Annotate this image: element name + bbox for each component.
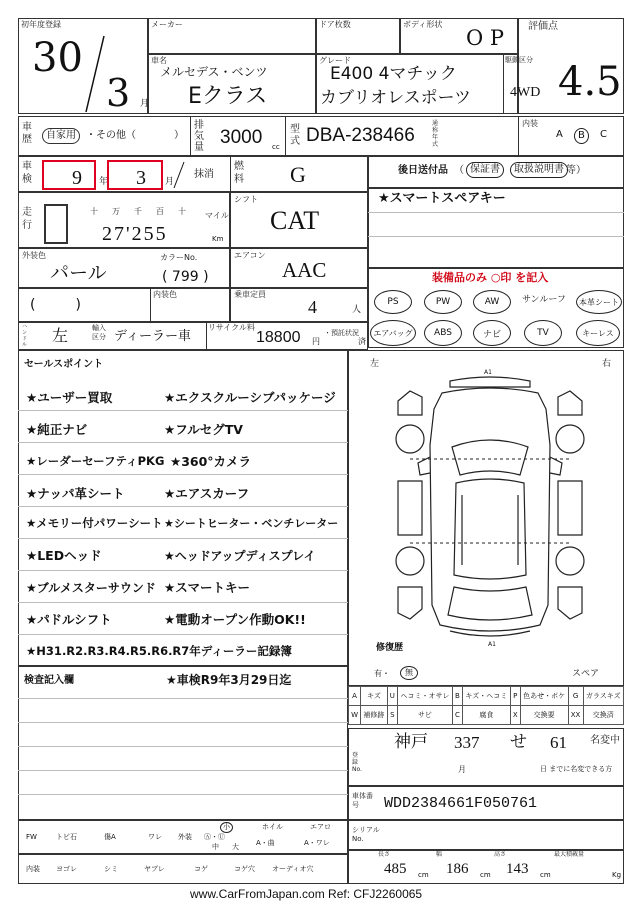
- history-close: ）: [174, 130, 184, 141]
- fuel-label: 燃料: [234, 161, 244, 185]
- legend-code: X: [510, 706, 520, 725]
- int-item: ヤブレ: [144, 865, 165, 873]
- legend-desc: 腐食: [462, 706, 510, 725]
- body-label: ボディ形状: [403, 20, 443, 29]
- recycle-label: リサイクル料: [208, 323, 255, 332]
- fw-item: トビ石: [56, 833, 77, 841]
- inspection-year: 9: [72, 167, 82, 189]
- sales-point: ★360°カメラ: [170, 454, 252, 469]
- int-item: ヨゴレ: [56, 865, 77, 873]
- sales-points-title: セールスポイント: [24, 359, 104, 370]
- remarks-line: [368, 236, 624, 237]
- legend-code: P: [510, 687, 520, 706]
- handle-label: ハンドル: [22, 324, 28, 348]
- mileage-col-4: 百: [156, 207, 164, 216]
- reg-deadline: 日 までに名変できる方: [540, 765, 613, 773]
- equip-pw: PW: [424, 290, 462, 314]
- mileage-col-6: マイル: [205, 211, 229, 220]
- ext-grades: Ⓐ・Ⓤ: [204, 833, 225, 841]
- remarks-line: [368, 212, 624, 213]
- chassis-number: WDD2384661F050761: [384, 795, 538, 812]
- equip-leather: 本革シート: [576, 290, 622, 314]
- fw-label: FW: [26, 833, 37, 841]
- doc-manual: 取扱説明書: [510, 162, 568, 178]
- mileage-col-3: 千: [134, 207, 142, 216]
- rule: [18, 506, 348, 507]
- legend-desc: 交換済: [583, 706, 624, 725]
- sales-point: ★パドルシフト: [26, 612, 112, 627]
- maker-label: メーカー: [151, 20, 183, 29]
- capacity-value: 4: [308, 297, 317, 317]
- legend-code: G: [568, 687, 583, 706]
- score-label: 評価点: [528, 21, 558, 32]
- load-unit: Kg: [612, 871, 622, 879]
- rule: [18, 602, 348, 603]
- rule: [18, 746, 348, 747]
- sales-point: ★ブルメスターサウンド: [26, 581, 156, 595]
- rule: [18, 794, 348, 795]
- shift-label: シフト: [234, 195, 258, 204]
- equip-aw: AW: [473, 290, 511, 314]
- interior-color-label: 内装色: [153, 290, 177, 299]
- sales-point: ★エアスカーフ: [164, 486, 250, 501]
- equip-sunroof: サンルーフ: [522, 295, 566, 305]
- displacement-unit: cc: [272, 143, 280, 151]
- legend-code: A: [349, 687, 361, 706]
- type-label: 型式: [290, 124, 300, 147]
- inspection-month: 3: [136, 167, 146, 189]
- int-item: オーディオ穴: [272, 865, 314, 873]
- repair-none: 無: [400, 666, 418, 680]
- interior-grade-a: A: [556, 129, 563, 140]
- sales-point: ★フルセグTV: [164, 422, 243, 437]
- fuel-value: G: [290, 162, 306, 187]
- inspector-note: ★車検R9年3月29日迄: [166, 673, 292, 687]
- equip-abs: ABS: [424, 320, 462, 346]
- legend-desc: 交換要: [520, 706, 568, 725]
- legend-desc: キズ・ヘコミ: [462, 687, 510, 706]
- length-label: 長さ: [378, 851, 391, 858]
- length-unit: cm: [418, 871, 429, 879]
- serial-label: シリアルNo.: [352, 826, 380, 843]
- fw-item: ワレ: [148, 833, 162, 841]
- int-label: 内装: [26, 865, 40, 873]
- recycle-fee: 18800: [256, 329, 301, 346]
- rule: [18, 722, 348, 723]
- inspection-label: 車検: [22, 161, 32, 185]
- load-label: 最大積載量: [554, 851, 585, 858]
- ext-large: 大: [232, 843, 239, 851]
- ext-small: 小: [220, 822, 233, 833]
- sales-point: ★純正ナビ: [26, 422, 88, 437]
- interior-label: 内装: [522, 119, 538, 128]
- sales-point: ★メモリー付パワーシート: [26, 516, 163, 530]
- mileage-blank-box: [44, 204, 68, 244]
- rule: [18, 538, 348, 539]
- legend-code: XX: [568, 706, 583, 725]
- reg-kana: せ: [510, 732, 527, 752]
- exterior-label: 外装色: [22, 251, 46, 260]
- sales-point: ★LEDヘッド: [26, 548, 102, 563]
- equip-navi: ナビ: [473, 320, 511, 346]
- sales-point: ★レーダーセーフティPKG: [26, 454, 165, 468]
- repair-opts: 有・: [374, 669, 390, 678]
- inspection-year-unit: 年: [99, 177, 109, 187]
- serial-box: [348, 820, 624, 850]
- reg-number: 61: [550, 733, 567, 752]
- mileage-value: 27'255: [102, 223, 168, 245]
- mileage-label: 走行: [22, 207, 32, 231]
- aero-vals: A・ワレ: [304, 839, 330, 847]
- interior-paren: ( ): [30, 297, 81, 313]
- doors-label: ドア枚数: [319, 20, 351, 29]
- model-name-label: 車名: [151, 56, 167, 65]
- color-no-label: カラーNo.: [160, 253, 198, 262]
- legend-desc: サビ: [397, 706, 452, 725]
- doc-warranty: 保証書: [466, 162, 504, 178]
- mileage-col-1: 十: [90, 207, 98, 216]
- inspection-month-unit: 月: [165, 177, 175, 187]
- ext-medium: 中: [212, 843, 219, 851]
- rule: [18, 410, 348, 411]
- interior-grade-b: B: [574, 128, 589, 144]
- height-value: 143: [506, 861, 529, 877]
- later-docs-label: 後日送付品: [398, 165, 448, 176]
- fw-item: 傷A: [104, 833, 116, 841]
- diagram-a1-bottom: A1: [488, 641, 496, 648]
- inspector-title: 検査記入欄: [24, 675, 74, 686]
- drive-label: 駆動区分: [505, 56, 533, 64]
- interior-grade-c: C: [600, 129, 607, 140]
- width-unit: cm: [480, 871, 491, 879]
- maker-name: メルセデス・ベンツ: [160, 65, 268, 79]
- remarks-text: ★スマートスペアキー: [378, 191, 506, 206]
- handle-value: 左: [52, 326, 69, 345]
- int-item: コゲ穴: [234, 865, 255, 873]
- sales-point: ★H31.R2.R3.R4.R5.R6.R7年ディーラー記録簿: [26, 644, 292, 658]
- inspection-year-box: [42, 160, 96, 190]
- equipment-title: 装備品のみ ○印 を記入: [432, 271, 549, 284]
- score-value: 4.5: [558, 59, 622, 105]
- sales-point: ★ナッパ革シート: [26, 486, 125, 501]
- diagram-a1-top: A1: [484, 369, 492, 376]
- int-item: シミ: [104, 865, 118, 873]
- history-label: 車歴: [22, 122, 32, 145]
- reg-year: 30: [32, 35, 83, 81]
- sales-point: ★エクスクルーシブパッケージ: [164, 390, 336, 405]
- history-own-use: 自家用: [42, 128, 80, 144]
- legend-desc: ヘコミ・オサレ: [397, 687, 452, 706]
- legend-desc: 色あせ・ボケ: [520, 687, 568, 706]
- model-name: Eクラス: [188, 84, 268, 109]
- rule: [18, 570, 348, 571]
- diagram-right: 右: [602, 359, 612, 369]
- type-sub-label: 通称年式: [432, 120, 439, 148]
- deposit-label: ・預託状況: [324, 329, 359, 337]
- mileage-col-5: 十: [178, 207, 186, 216]
- ext-label: 外装: [178, 833, 192, 841]
- reg-month: 月: [458, 765, 466, 774]
- reg-month-unit: 月: [140, 99, 150, 109]
- capacity-unit: 人: [352, 305, 362, 315]
- rule: [18, 770, 348, 771]
- first-reg-label: 初年度登録: [21, 20, 61, 29]
- grade-line2: カブリオレスポーツ: [320, 88, 471, 108]
- sales-point: ★シートヒーター・ベンチレーター: [164, 517, 339, 530]
- ac-value: AAC: [282, 258, 327, 282]
- later-docs-etc: 等）: [566, 165, 586, 176]
- legend-desc: ガラスキズ: [583, 687, 624, 706]
- wheel-vals: A・曲: [256, 839, 275, 847]
- legend-desc: 補修跡: [361, 706, 388, 725]
- legend-code: W: [349, 706, 361, 725]
- reg-region: 神戸: [394, 732, 428, 752]
- length-value: 485: [384, 861, 407, 877]
- equip-ps: PS: [374, 290, 412, 314]
- inspection-slash: [172, 160, 186, 190]
- diagram-left: 左: [370, 359, 380, 369]
- width-label: 幅: [436, 851, 443, 858]
- deposit-mark: 済: [358, 337, 366, 346]
- legend-code: B: [452, 687, 462, 706]
- ac-label: エアコン: [234, 251, 266, 260]
- mileage-col-2: 万: [112, 207, 120, 216]
- width-value: 186: [446, 861, 469, 877]
- footer-text: www.CarFromJapan.com Ref: CFJ2260065: [190, 887, 423, 901]
- drive-value: 4WD: [510, 85, 541, 100]
- import-value: ディーラー車: [114, 329, 191, 344]
- shift-value: CAT: [270, 206, 320, 235]
- legend-desc: キズ: [361, 687, 388, 706]
- slash-mark: [82, 34, 106, 114]
- import-label: 輸入区分: [92, 324, 106, 341]
- chassis-label: 車体番号: [352, 792, 373, 809]
- sales-point: ★スマートキー: [164, 580, 250, 595]
- recycle-unit: 円: [312, 337, 320, 346]
- equip-tv: TV: [524, 320, 562, 346]
- rule: [18, 474, 348, 475]
- height-unit: cm: [540, 871, 551, 879]
- registration-box: [348, 728, 624, 786]
- repair-label: 修復歴: [376, 643, 404, 653]
- history-other: ・その他（: [86, 130, 136, 141]
- car-diagram: [380, 375, 600, 643]
- legend-code: C: [452, 706, 462, 725]
- rule: [18, 634, 348, 635]
- reg-name-change: 名変中: [590, 735, 620, 746]
- grade-label: グレード: [319, 56, 351, 65]
- inspector-box: [18, 666, 348, 820]
- int-item: コゲ: [194, 865, 208, 873]
- damage-legend: [348, 686, 624, 725]
- registration-label: 登録No.: [352, 752, 362, 773]
- mileage-unit: Km: [212, 235, 224, 243]
- inspection-month-box: [107, 160, 163, 190]
- spare-label: スペア: [572, 669, 600, 679]
- inspection-unregistered: 抹消: [194, 169, 214, 180]
- sales-point: ★電動オープン作動OK!!: [164, 612, 306, 627]
- sales-point: ★ユーザー買取: [26, 390, 113, 405]
- displacement-label: 排気量: [194, 120, 204, 153]
- later-docs-open: （: [454, 165, 464, 176]
- rule: [18, 698, 348, 699]
- color-no: ( 799 ): [162, 269, 209, 285]
- displacement-value: 3000: [220, 127, 263, 148]
- rule: [18, 442, 348, 443]
- reg-month: 3: [106, 71, 131, 115]
- capacity-label: 乗車定員: [234, 290, 266, 299]
- type-code: DBA-238466: [306, 125, 415, 146]
- equip-keyless: キーレス: [576, 320, 620, 346]
- equip-airbag: エアバッグ: [370, 320, 416, 346]
- reg-class: 337: [454, 733, 480, 752]
- legend-code: U: [387, 687, 397, 706]
- height-label: 高さ: [494, 851, 507, 858]
- grade-line1: E400 4マチック: [330, 64, 457, 84]
- body-type: O P: [466, 26, 505, 50]
- exterior-color: パール: [50, 262, 107, 284]
- sales-point: ★ヘッドアップディスプレイ: [164, 549, 316, 563]
- wheel-label: ホイル: [262, 823, 283, 831]
- legend-code: S: [387, 706, 397, 725]
- aero-label: エアロ: [310, 823, 331, 831]
